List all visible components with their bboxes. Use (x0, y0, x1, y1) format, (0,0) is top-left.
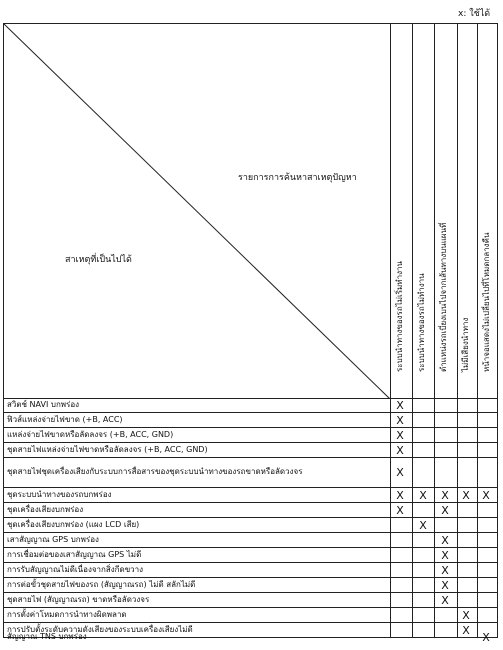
row-divider (3, 427, 498, 428)
mark-cell: X (441, 549, 449, 562)
row-label: สวิตช์ NAVI บกพร่อง (7, 400, 80, 409)
row-label: เสาสัญญาณ GPS บกพร่อง (7, 535, 99, 544)
row-divider (3, 547, 498, 548)
row-label: ชุดสายไฟ (สัญญาณรถ) ขาดหรือลัดวงจร (7, 595, 150, 604)
row-label: แหล่งจ่ายไฟขาดหรือลัดลงจร (+B, ACC, GND) (7, 430, 174, 439)
grid-line (412, 23, 413, 638)
mark-cell: X (462, 624, 470, 637)
row-divider (3, 532, 498, 533)
row-label: ชุดสายไฟแหล่งจ่ายไฟขาดหรือลัดลงจร (+B, ACC, GND) (7, 445, 208, 454)
mark-cell: X (441, 504, 449, 517)
row-divider (3, 517, 498, 518)
mark-cell: X (441, 564, 449, 577)
header-cause-label: สาเหตุที่เป็นไปได้ (65, 255, 132, 265)
row-label: ชุดระบบนำทางของรถบกพร่อง (7, 490, 112, 499)
row-divider (3, 607, 498, 608)
row-label: ชุดสายไฟชุดเครื่องเสียงกับระบบการสื่อสารของชุดระบบนำทางของรถขาดหรือลัดวงจร (7, 467, 303, 476)
row-divider (3, 487, 498, 488)
mark-cell: X (419, 519, 427, 532)
row-label: สัญญาณ TNS บกพร่อง (7, 632, 87, 641)
mark-cell: X (396, 489, 404, 502)
column-label-3: ไม่มีเสียงนำทาง (461, 317, 470, 372)
mark-cell: X (441, 489, 449, 502)
column-label-4: หน้าจอแสดงไม่เปลี่ยนไปที่โหมดกลางคืน (482, 232, 491, 372)
mark-cell: X (396, 399, 404, 412)
row-label: การต่อขั้วชุดสายไฟของรถ (สัญญาณรถ) ไม่ดี สลักไม่ดี (7, 580, 196, 589)
header-diagonal-line (3, 23, 390, 399)
grid-line (477, 23, 478, 638)
column-label-1: ระบบนำทางของรถไม่ทำงาน (417, 273, 426, 372)
mark-cell: X (396, 466, 404, 479)
row-label: การรับสัญญาณไม่ดีเนื่องจากสิ่งกีดขวาง (7, 565, 144, 574)
grid-line (457, 23, 458, 638)
mark-cell: X (482, 631, 490, 644)
mark-cell: X (441, 534, 449, 547)
grid-line (434, 23, 435, 638)
row-divider (3, 562, 498, 563)
row-divider (3, 502, 498, 503)
row-divider (3, 592, 498, 593)
row-label: การปรับตั้งระดับความดังเสียงของระบบเครื่องเสียงไม่ดี (7, 625, 193, 634)
mark-cell: X (441, 594, 449, 607)
mark-cell: X (482, 489, 490, 502)
mark-cell: X (396, 414, 404, 427)
mark-cell: X (462, 489, 470, 502)
row-label: ฟิวส์แหล่งจ่ายไฟขาด (+B, ACC) (7, 415, 123, 424)
mark-cell: X (396, 429, 404, 442)
row-label: ชุดเครื่องเสียงบกพร่อง (แผง LCD เสีย) (7, 520, 140, 529)
row-divider (3, 577, 498, 578)
row-divider (3, 442, 498, 443)
row-label: การเชื่อมต่อของเสาสัญญาณ GPS ไม่ดี (7, 550, 142, 559)
row-divider (3, 457, 498, 458)
header-symptom-label: รายการการค้นหาสาเหตุปัญหา (238, 173, 357, 183)
row-label: ชุดเครื่องเสียงบกพร่อง (7, 505, 84, 514)
mark-cell: X (462, 609, 470, 622)
grid-line (390, 23, 391, 638)
column-label-2: ตำแหน่งรถเบี่ยงเบนไปจากเส้นทางบนแผนที่ (439, 222, 448, 372)
row-divider (3, 622, 498, 623)
row-divider (3, 412, 498, 413)
mark-cell: X (419, 489, 427, 502)
row-label: การตั้งค่าโหมดการนำทางผิดพลาด (7, 610, 127, 619)
header-divider (3, 398, 498, 399)
mark-cell: X (396, 504, 404, 517)
mark-cell: X (441, 579, 449, 592)
mark-cell: X (396, 444, 404, 457)
legend: x: ใช้ได้ (458, 9, 491, 19)
column-label-0: ระบบนำทางของรถไม่เริ่มทำงาน (395, 261, 404, 372)
